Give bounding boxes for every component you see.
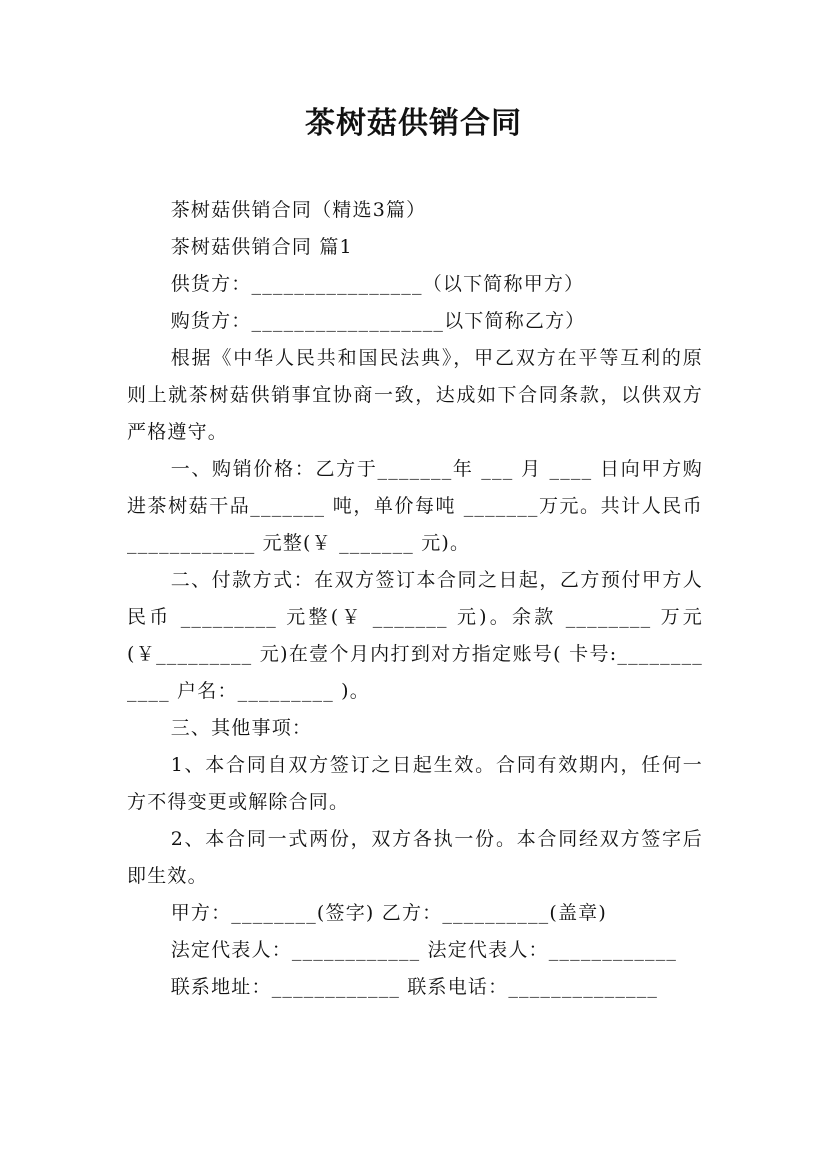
other-matters-heading: 三、其他事项：	[170, 717, 313, 739]
copies-clause: 2、本合同一式两份，双方各执一份。本合同经双方签字后即生效。	[127, 828, 703, 887]
document-title: 茶树菇供销合同	[305, 106, 522, 141]
price-clause: 一、购销价格：乙方于_______年 ___ 月 ____ 日向甲方购进茶树菇干品_______ 吨，单价每吨 _______万元。共计人民币____________ 元整(￥ _______ 元)。	[127, 458, 703, 554]
payment-clause: 二、付款方式：在双方签订本合同之日起，乙方预付甲方人民币 _________ 元整(￥ _______ 元)。余款 ________ 万元(￥_________ 元)在壹个月内打到对方指定账号( 卡号:____________ 户名：_________ )。	[127, 569, 703, 702]
contact-line: 联系地址：____________ 联系电话：______________	[170, 976, 659, 998]
section-heading: 茶树菇供销合同 篇1	[170, 236, 353, 258]
subtitle-line: 茶树菇供销合同（精选3篇）	[170, 199, 427, 221]
signature-line: 甲方：________(签字) 乙方：__________(盖章)	[170, 902, 607, 924]
document-body	[127, 192, 703, 1006]
legal-representative-line: 法定代表人：____________ 法定代表人：____________	[170, 939, 678, 961]
preamble-paragraph: 根据《中华人民共和国民法典》，甲乙双方在平等互利的原则上就茶树菇供销事宜协商一致，达成如下合同条款，以供双方严格遵守。	[127, 347, 703, 443]
purchaser-line: 购货方：__________________以下简称乙方）	[170, 310, 586, 332]
supplier-line: 供货方：________________（以下简称甲方）	[170, 273, 585, 295]
effective-clause: 1、本合同自双方签订之日起生效。合同有效期内，任何一方不得变更或解除合同。	[127, 754, 703, 813]
